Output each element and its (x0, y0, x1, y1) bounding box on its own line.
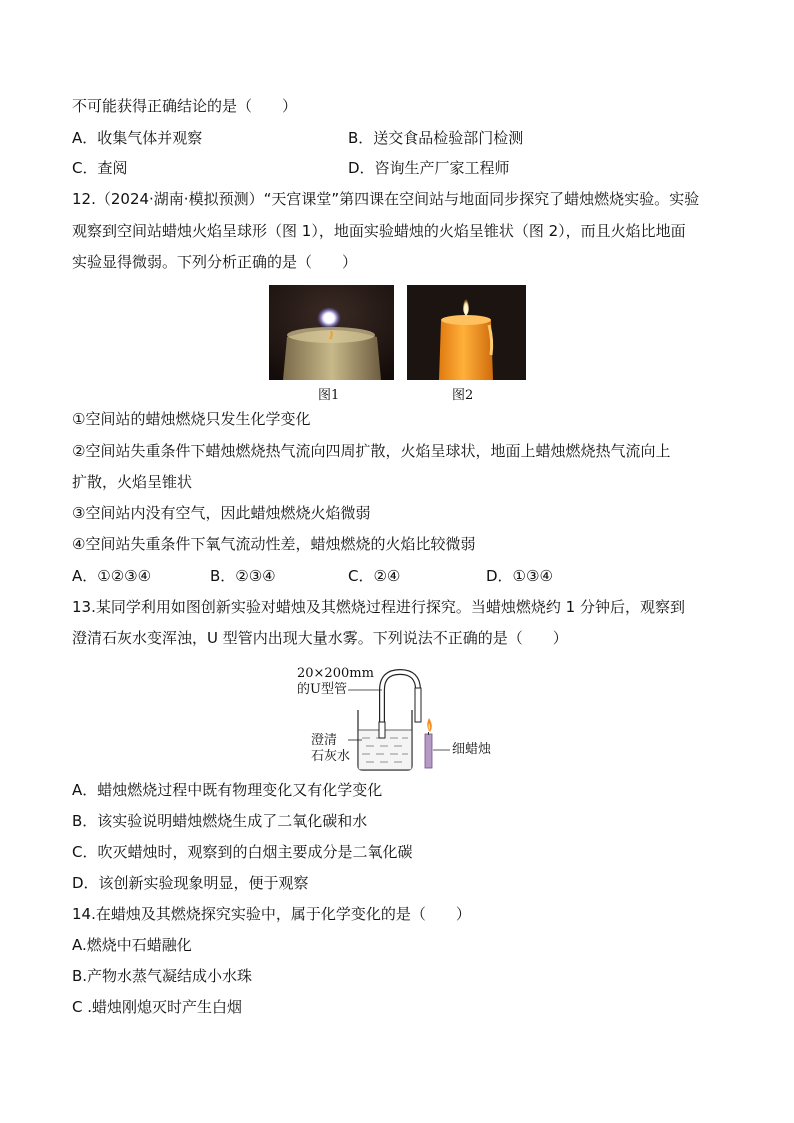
q11-option-c: C．查阅 (72, 159, 128, 177)
q14-option-a: A.燃烧中石蜡融化 (72, 936, 192, 954)
q11-option-d: D．咨询生产厂家工程师 (348, 159, 510, 177)
label-u-tube: 的U型管 (297, 682, 347, 697)
q12-option-d: D．①③④ (486, 567, 553, 585)
q13-stem-line1: 13.某同学利用如图创新实验对蜡烛及其燃烧过程进行探究。当蜡烛燃烧约 1 分钟后，观察到 (72, 598, 685, 616)
q12-statement-2-line2: 扩散，火焰呈锥状 (72, 473, 193, 491)
label-lime-water-2: 石灰水 (311, 749, 351, 764)
q12-stem-line2: 观察到空间站蜡烛火焰呈球形（图 1），地面实验蜡烛的火焰呈锥状（图 2），而且火焰比地面 (72, 222, 686, 240)
figure-2-ground-candle-photo (407, 285, 526, 380)
q12-option-a: A．①②③④ (72, 567, 152, 585)
q12-statement-4: ④空间站失重条件下氧气流动性差，蜡烛燃烧的火焰比较微弱 (72, 535, 476, 553)
q12-stem-line3: 实验显得微弱。下列分析正确的是（ ） (72, 253, 358, 271)
label-thin-candle: 细蜡烛 (452, 742, 492, 757)
q12-statement-1: ①空间站的蜡烛燃烧只发生化学变化 (72, 410, 311, 428)
q13-option-d: D．该创新实验现象明显，便于观察 (72, 874, 309, 892)
q11-option-b: B．送交食品检验部门检测 (348, 129, 524, 147)
figure-2-caption: 图2 (452, 388, 474, 403)
q12-option-c: C．②④ (348, 567, 401, 585)
q14-option-b: B.产物水蒸气凝结成小水珠 (72, 967, 253, 985)
q12-statement-3: ③空间站内没有空气，因此蜡烛燃烧火焰微弱 (72, 504, 371, 522)
q11-option-a: A．收集气体并观察 (72, 129, 203, 147)
label-u-tube-size: 20×200mm (297, 666, 374, 681)
q12-option-b: B．②③④ (210, 567, 276, 585)
q14-stem: 14.在蜡烛及其燃烧探究实验中，属于化学变化的是（ ） (72, 905, 471, 923)
figure-1-caption: 图1 (318, 388, 340, 403)
q12-stem-line1: 12.（2024·湖南·模拟预测）“天宫课堂”第四课在空间站与地面同步探究了蜡烛燃烧实验。实验 (72, 190, 700, 208)
q13-option-b: B．该实验说明蜡烛燃烧生成了二氧化碳和水 (72, 812, 368, 830)
label-lime-water-1: 澄清 (311, 733, 338, 748)
q14-option-c: C .蜡烛刚熄灭时产生白烟 (72, 998, 243, 1016)
q12-statement-2-line1: ②空间站失重条件下蜡烛燃烧热气流向四周扩散，火焰呈球状，地面上蜡烛燃烧热气流向上 (72, 442, 671, 460)
q11-stem: 不可能获得正确结论的是（ ） (72, 97, 298, 115)
q13-option-a: A．蜡烛燃烧过程中既有物理变化又有化学变化 (72, 781, 383, 799)
figure-1-space-candle-photo (269, 285, 394, 380)
q13-stem-line2: 澄清石灰水变浑浊，U 型管内出现大量水雾。下列说法不正确的是（ ） (72, 629, 568, 647)
q13-option-c: C．吹灭蜡烛时，观察到的白烟主要成分是二氧化碳 (72, 843, 413, 861)
